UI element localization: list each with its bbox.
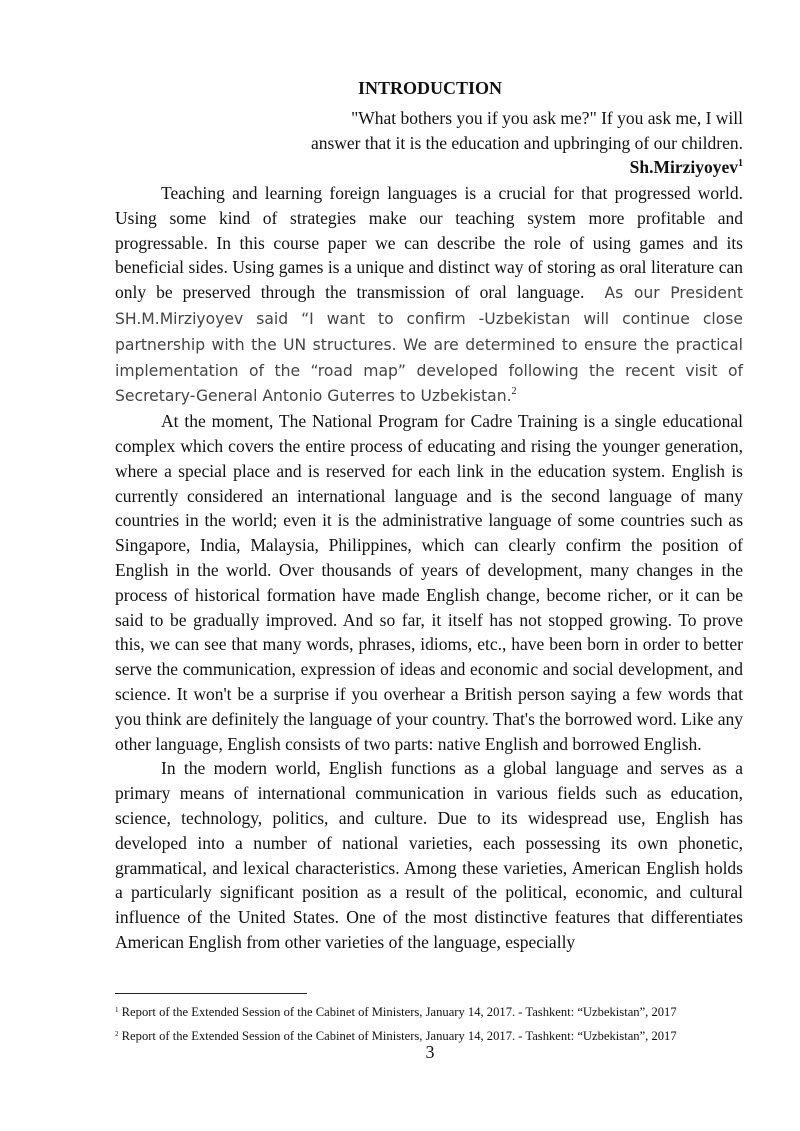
footnote-2-text: Report of the Extended Session of the Cabinet of Ministers, January 14, 2017. - Tashkent: “Uzbekistan”, 2017 — [121, 1029, 677, 1043]
footnote-1-text: Report of the Extended Session of the Cabinet of Ministers, January 14, 2017. - Tashkent: “Uzbekistan”, 2017 — [121, 1005, 677, 1019]
section-heading: INTRODUCTION — [357, 78, 503, 98]
paragraph-3: In the modern world, English functions as a global language and serves as a primary means of international communication in various fields such as education, science, technology, politics, and culture. Due to its widespread use, English has developed into a number of national varieties, each possessing its own phonetic, grammatical, and lexical characteristics. Among these varieties, American English holds a particularly significant position as a result of the political, economic, and cultural influence of the United States. One of the most distinctive features that differentiates American English from other varieties of the language, especially — [115, 758, 743, 952]
footnote-2-mark: 2 — [115, 1030, 119, 1038]
epigraph-author — [223, 155, 743, 180]
paragraph-1-text: Teaching and learning foreign languages is a crucial for that progressed world. Using some kind of strategies make our teaching system more profitable and progressable. In this course paper we can describe the role of using games and its beneficial sides. Using games is a unique and distinct way of storing as oral literature can only be preserved through the transmission of oral language. — [115, 183, 743, 303]
footnote-separator — [115, 993, 307, 994]
epigraph-author-name: Sh.Mirziyoyev — [629, 157, 738, 178]
footnote-1-mark: 1 — [115, 1006, 119, 1014]
paragraph-1 — [115, 181, 743, 409]
body-text — [115, 181, 743, 955]
epigraph-line-1: "What bothers you if you ask me?" If you ask me, I will — [351, 108, 743, 128]
paragraph-2: At the moment, The National Program for Cadre Training is a single educational complex which covers the entire process of educating and rising the younger generation, where a special place and is reserved for each link in the education system. English is currently considered an international language and is the second language of many countries in the world; even it is the administrative language of some countries such as Singapore, India, Malaysia, Philippines, which can clearly confirm the position of English in the world. Over thousands of years of development, many changes in the process of historical formation have made English change, become richer, or it can be said to be gradually improved. And so far, it itself has not stopped growing. To prove this, we can see that many words, phrases, idioms, etc., have been born in order to better serve the communication, expression of ideas and economic and social development, and science. It won't be a surprise if you overhear a British person saying a few words that you think are definitely the language of your country. That's the borrowed word. Like any other language, English consists of two parts: native English and borrowed English. — [115, 411, 743, 754]
footnote-ref-2: 2 — [511, 386, 517, 398]
page-number: 3 — [425, 1042, 435, 1062]
footnote-1 — [115, 1000, 755, 1024]
footnote-ref-1: 1 — [738, 158, 743, 170]
epigraph-line-2: answer that it is the education and upbringing of our children. — [310, 132, 743, 153]
epigraph — [223, 106, 743, 180]
president-quote: As our President SH.M.Mirziyoyev said “I want to confirm -Uzbekistan will continue close partnership with the UN structures. We are determined to ensure the practical implementation of the “road map” developed following the recent visit of Secretary-General Antonio Guterres to Uzbekistan. — [115, 284, 744, 406]
